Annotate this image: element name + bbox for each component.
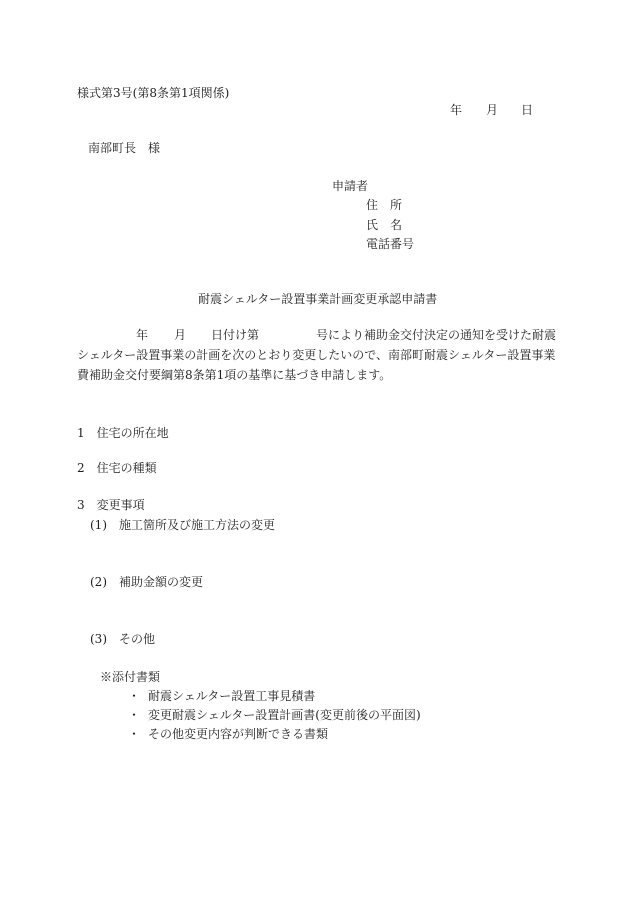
applicant-label: 申請者 <box>332 179 369 193</box>
body-month-label: 月 <box>174 328 187 342</box>
bullet-icon: ・ <box>128 727 141 741</box>
date-day-label: 日 <box>521 103 534 117</box>
body-year-label: 年 <box>136 328 149 342</box>
change-item-construction: (1) 施工箇所及び施工方法の変更 <box>90 518 275 532</box>
bullet-icon: ・ <box>128 708 141 722</box>
change-item-subsidy-amount: (2) 補助金額の変更 <box>90 575 203 589</box>
change-item-other: (3) その他 <box>90 632 155 646</box>
bullet-icon: ・ <box>128 689 141 703</box>
attachment-item: 耐震シェルター設置工事見積書 <box>148 689 316 703</box>
attachments-label: ※添付書類 <box>100 670 161 684</box>
document-title: 耐震シェルター設置事業計画変更承認申請書 <box>198 292 438 306</box>
item-house-location: 1 住宅の所在地 <box>77 426 169 440</box>
date-month-label: 月 <box>486 103 499 117</box>
body-line-3: 費補助金交付要綱第8条第1項の基準に基づき申請します。 <box>77 368 392 382</box>
applicant-address-label: 住 所 <box>366 198 403 212</box>
body-day-reference-label: 日付け第 <box>211 328 260 342</box>
item-house-type: 2 住宅の種類 <box>77 461 157 475</box>
attachment-item: その他変更内容が判断できる書類 <box>148 727 329 741</box>
item-changes: 3 変更事項 <box>77 498 145 512</box>
date-year-label: 年 <box>450 103 463 117</box>
attachment-item: 変更耐震シェルター設置計画書(変更前後の平面図) <box>148 708 421 722</box>
applicant-name-label: 氏 名 <box>366 218 403 232</box>
body-line-1: 号により補助金交付決定の通知を受けた耐震 <box>316 328 557 342</box>
form-number: 様式第3号(第8条第1項関係) <box>77 86 230 100</box>
addressee: 南部町長 様 <box>88 141 161 155</box>
body-line-2: シェルター設置事業の計画を次のとおり変更したいので、南部町耐震シェルター設置事業 <box>77 348 556 362</box>
applicant-phone-label: 電話番号 <box>366 237 415 251</box>
